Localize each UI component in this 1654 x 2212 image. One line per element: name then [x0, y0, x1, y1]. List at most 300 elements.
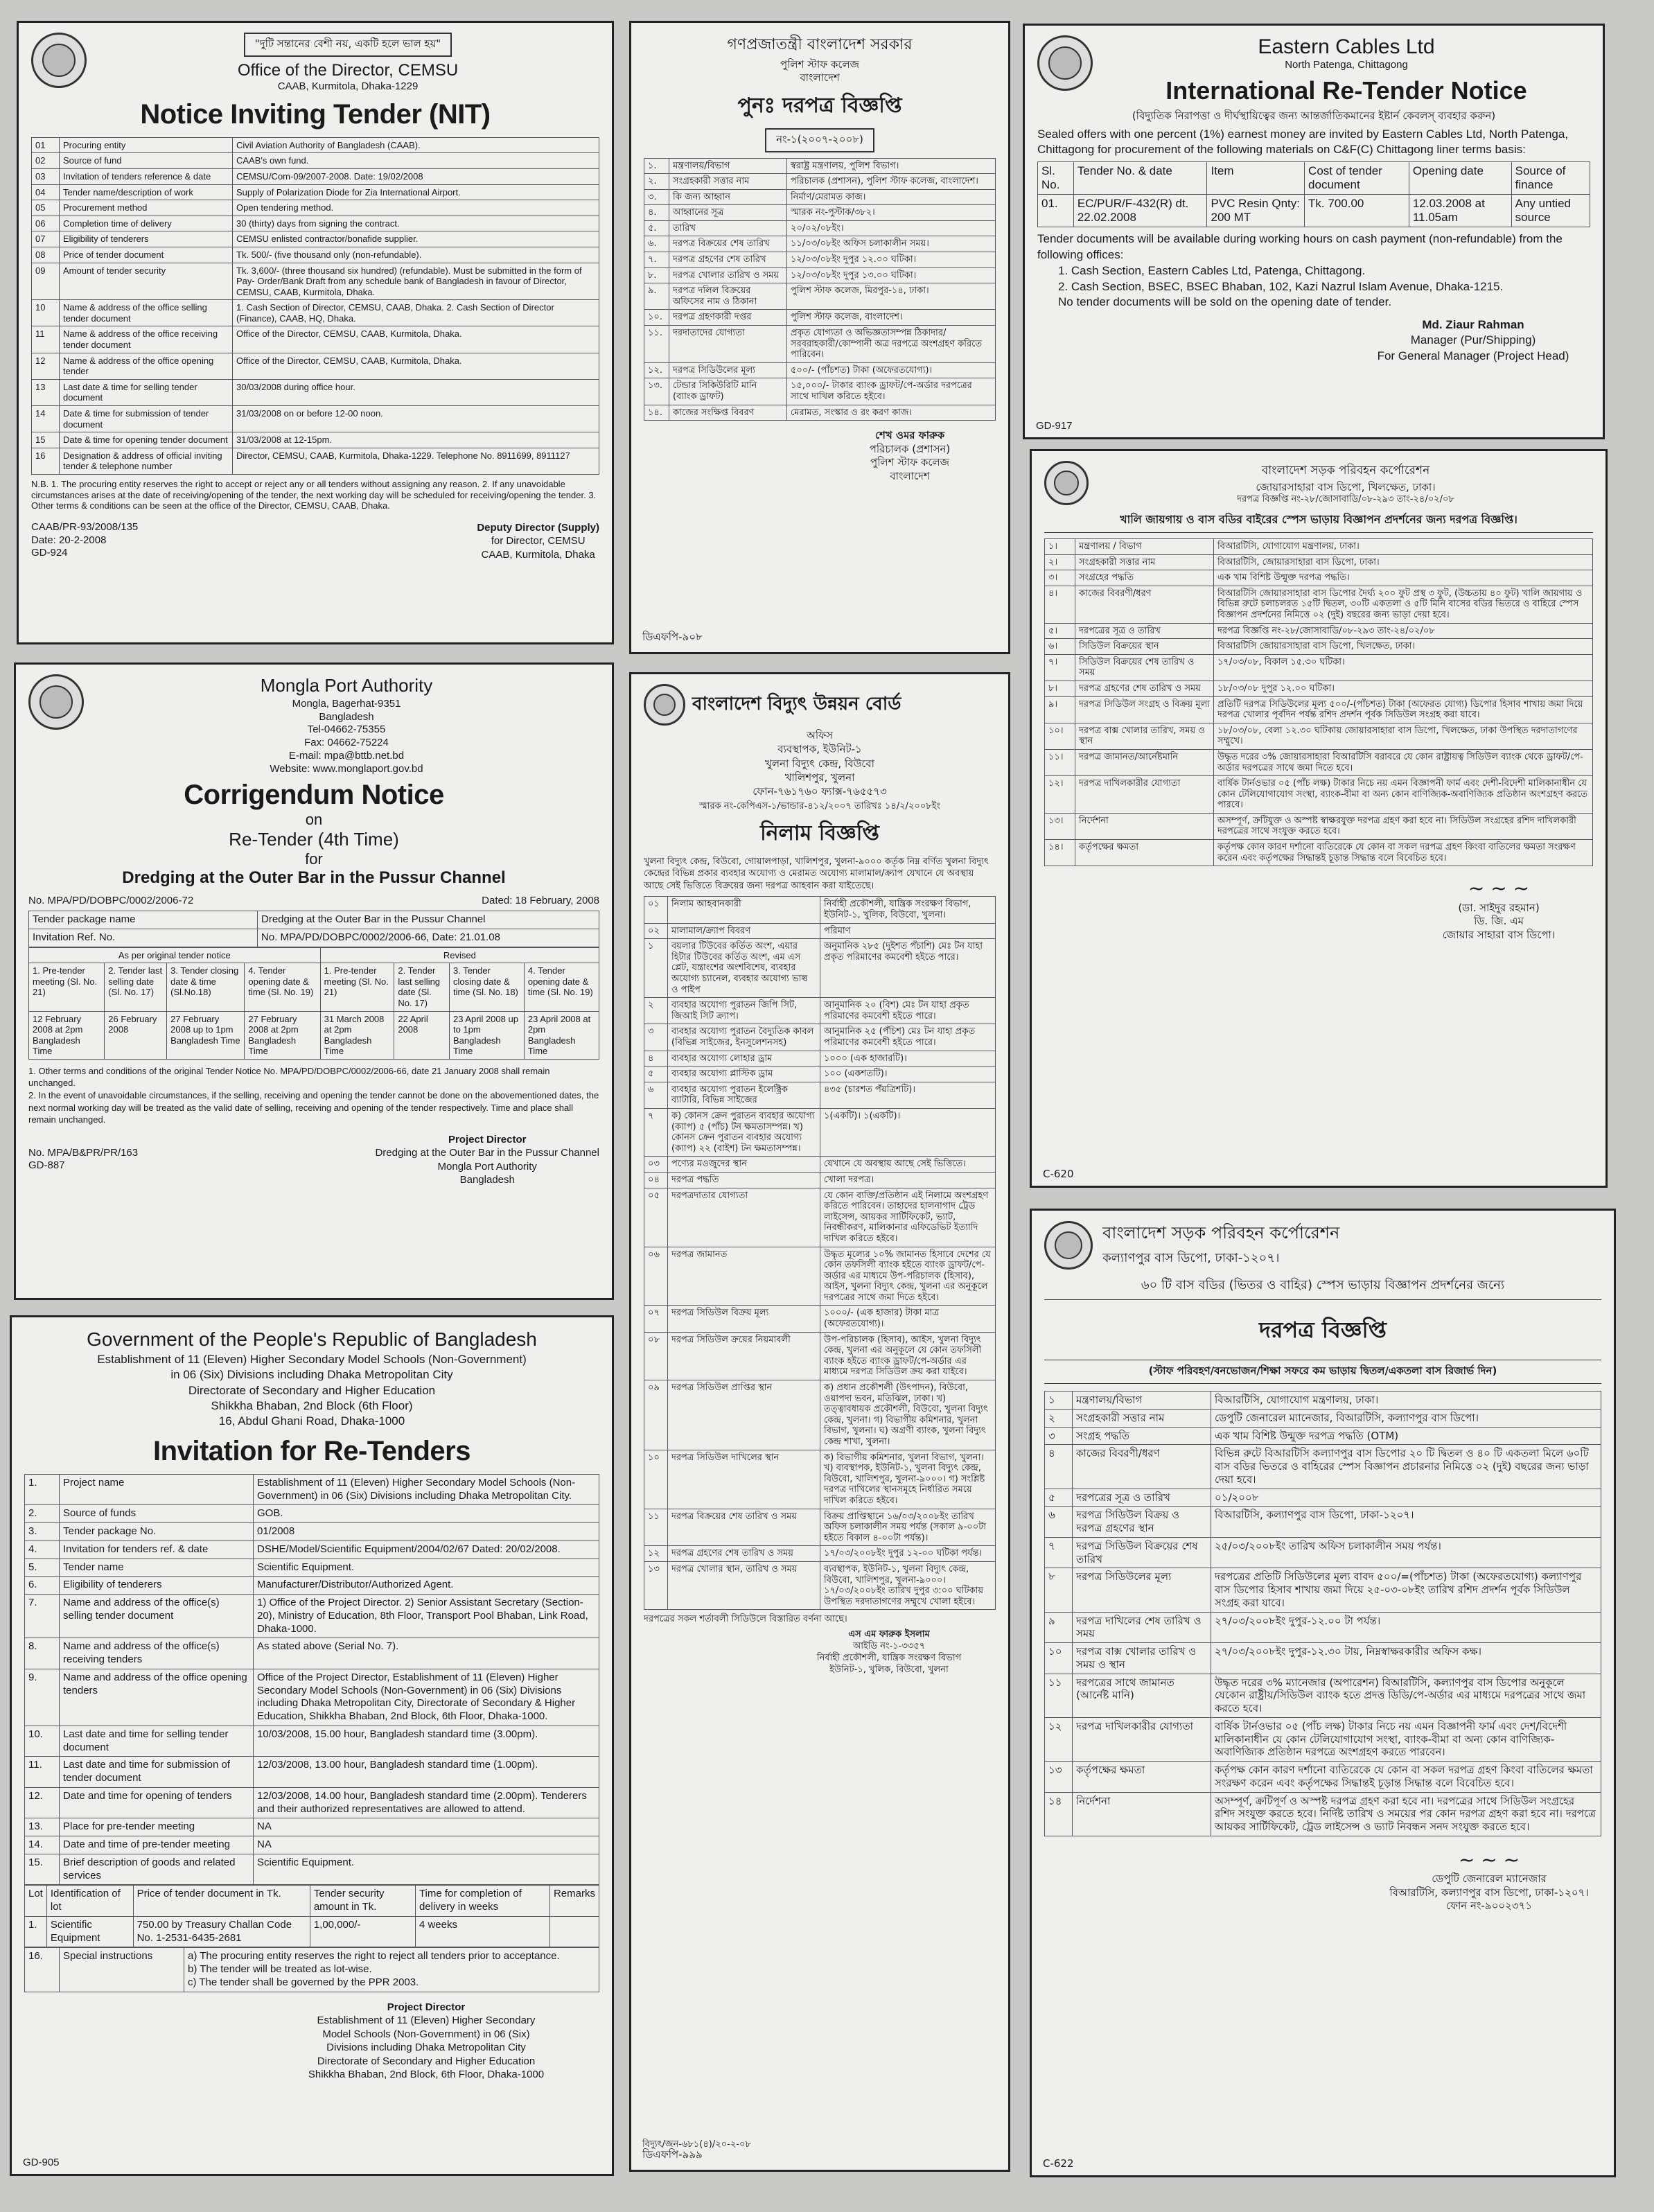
table-cell [549, 1916, 599, 1947]
table-cell: নির্দেশনা [1075, 813, 1214, 839]
signatory-title: Deputy Director (Supply) [477, 521, 599, 534]
bpdb-logo-icon [644, 684, 685, 726]
special-a: a) The procuring entity reserves the right to reject all tenders prior to acceptance. [188, 1950, 560, 1963]
table-cell: ০১ [644, 897, 668, 923]
table-cell: Price of tender document [60, 247, 233, 263]
table-cell: দরপত্র সিডিউল দাখিলের স্থান [668, 1450, 820, 1509]
table-cell: ১১/০৩/০৮ইং অফিস চলাকালীন সময়। [787, 236, 996, 252]
table-cell: 07 [32, 231, 60, 247]
special-c: c) The tender shall be governed by the PPR 2003. [188, 1976, 419, 1988]
table-cell: 03 [32, 168, 60, 184]
table-cell: বিআরটিসি জোয়ারসাহারা বাস ডিপোর দৈর্ঘ্য ২০০ ফুট প্রস্থ ৩ ফুট, (উচ্চতায় ৪০ ফুট) খালি জায়গায় ও বিভিন্ন রুটে চলাচলরত ১৫টি দ্বিতল, ৩০টি একতলা ও ৫টি মিনি বাসের বডির ভিতরে ও বাহিরে স্পেস বিজ্ঞাপন প্রদর্শনের নিমিত্তে ০২ (দুই) বছরের জন্য ভাড়া দেয়া হবে। [1214, 586, 1593, 623]
table-cell: দরপত্রের সাথে জামানত (আর্নেষ্ট মানি) [1073, 1674, 1211, 1717]
table-cell: ০৭ [644, 1306, 668, 1332]
signatory-title: Project Director [387, 2001, 466, 2013]
table-row [644, 1306, 996, 1332]
table-cell: নির্দেশনা [1073, 1792, 1211, 1836]
signatory-org: পুলিশ স্টাফ কলেজ [870, 456, 950, 469]
signature-mark: ~ ~ ~ [1458, 1847, 1520, 1871]
table-cell: এক খাম বিশিষ্ট উন্মুক্ত দরপত্র পদ্ধতি (OTM) [1211, 1427, 1601, 1445]
table-row [644, 1172, 996, 1188]
signatory-line2: Establishment of 11 (Eleven) Higher Secondary [317, 2015, 536, 2027]
table-cell: পরিচালক (প্রশাসন), পুলিশ স্টাফ কলেজ, বাংলাদেশ। [787, 174, 996, 190]
signatory-line3: CAAB, Kurmitola, Dhaka [481, 548, 595, 561]
table-cell: মন্ত্রণালয়/বিভাগ [1073, 1392, 1211, 1410]
table-row [25, 1836, 599, 1854]
table-cell: 3. [25, 1523, 60, 1541]
table-cell: CEMSU enlisted contractor/bonafide supplier. [233, 231, 599, 247]
ad-code: C-622 [1043, 2157, 1074, 2170]
table-cell: Open tendering method. [233, 200, 599, 216]
table-cell: 6. [25, 1577, 60, 1595]
table-cell: Date & time for opening tender document [60, 432, 233, 448]
column-header: Sl. No. [1038, 161, 1074, 194]
column-header: 1. Pre-tender meeting (Sl. No. 21) [29, 963, 105, 1011]
for-label: for [305, 850, 323, 868]
table-row [1045, 554, 1593, 570]
place: খালিশপুর, খুলনা [784, 771, 855, 784]
address-line1: Mongla, Bagerhat-9351 [292, 697, 401, 710]
reserve-banner: (স্টাফ পরিবহণ/বনভোজন/শিক্ষা সফরে কম ভাড়ায় দ্বিতল/একতলা বাস রিজার্ভ দিন) [1044, 1360, 1601, 1384]
table-cell: 31/03/2008 on or before 12-00 noon. [233, 406, 599, 432]
table-cell: Invitation of tenders reference & date [60, 168, 233, 184]
table-cell: Tk. 700.00 [1305, 194, 1409, 227]
table-cell: ১৫,০০০/- টাকার ব্যাংক ড্রাফট/পে-অর্ডার দরপত্রের সাথে দাখিল করিতে হইবে। [787, 378, 996, 405]
revised-label: Revised [320, 947, 599, 963]
signatory-depot: জোয়ার সাহারা বাস ডিপো। [1442, 928, 1556, 941]
table-cell: 2. [25, 1505, 60, 1523]
table-cell: ৪ [644, 1051, 668, 1066]
tender-table [1037, 161, 1590, 227]
table-row [644, 252, 996, 268]
table-cell: 13. [25, 1818, 60, 1836]
table-cell: ১১। [1045, 749, 1075, 775]
retender-label: Re-Tender (4th Time) [229, 829, 399, 850]
table-cell: এক খাম বিশিষ্ট উন্মুক্ত দরপত্র পদ্ধতি। [1214, 570, 1593, 586]
directorate: Directorate of Secondary and Higher Education [188, 1383, 436, 1397]
column-header: 3. Tender closing date & time (Sl.No.18) [167, 963, 245, 1011]
table-row [25, 1757, 599, 1788]
gov-name: গণপ্রজাতন্ত্রী বাংলাদেশ সরকার [727, 36, 913, 53]
fax: Fax: 04662-75224 [304, 737, 389, 749]
table-cell: 1,00,000/- [310, 1916, 415, 1947]
table-cell: Eligibility of tenderers [60, 231, 233, 247]
table-cell: 15 [32, 432, 60, 448]
table-cell: ৯. [644, 283, 669, 310]
table-row [1038, 161, 1590, 194]
signatory-unit: ইউনিট-১, খুলিক, বিউবো, খুলনা [829, 1664, 949, 1675]
notice-subtitle: খালি জায়গায় ও বাস বডির বাইরের স্পেস ভাড়ায় বিজ্ঞাপন প্রদর্শনের জন্য দরপত্র বিজ্ঞপ্তি। [1044, 511, 1593, 533]
table-row [644, 362, 996, 378]
table-cell: ১৩ [1045, 1762, 1073, 1793]
table-row [644, 236, 996, 252]
table-cell: পুলিশ স্টাফ কলেজ, মিরপুর-১৪, ঢাকা। [787, 283, 996, 310]
table-row [25, 1916, 599, 1947]
table-row [25, 1559, 599, 1577]
table-cell: ৫ [644, 1066, 668, 1082]
table-row [644, 310, 996, 326]
table-row [644, 1108, 996, 1156]
table-cell: ১২/০৩/০৮ইং দুপুর ১৩.০০ ঘটিকা। [787, 267, 996, 283]
table-cell: দরপত্র গ্রহণকারী দপ্তর [669, 310, 787, 326]
table-cell: ০৪ [644, 1172, 668, 1188]
intro-text: খুলনা বিদ্যুৎ কেন্দ্র, বিউবো, গোয়ালপাড়া, খালিশপুর, খুলনা-৯০০০ কর্তৃক নিম্ন বর্ণিত খুলনা বিদ্যুৎ কেন্দ্রের বিভিন্ন প্রকার ব্যবহার অযোগ্য ও মেরামত অযোগ্য মালামাল/ক্র্যাপ যেখানে যে অবস্থায় আছে সেই ভিত্তিতে বিক্রয়ের জন্য দরপত্র আহবান করা যাইতেছে। [644, 856, 989, 891]
table-row [644, 158, 996, 174]
mongla-logo-icon [28, 674, 84, 730]
table-cell: ৮ [1045, 1568, 1073, 1612]
table-row [25, 1595, 599, 1638]
column-header: Opening date [1409, 161, 1511, 194]
table-cell: Source of funds [60, 1505, 254, 1523]
table-cell: 5. [25, 1559, 60, 1577]
ad-eastern-cables [1023, 24, 1605, 439]
table-cell: ২০/০২/০৮ইং। [787, 220, 996, 236]
package-table [28, 911, 599, 947]
table-cell: বিআরটিসি, যোগাযোগ মন্ত্রণালয়, ঢাকা। [1214, 539, 1593, 555]
table-row [1045, 840, 1593, 866]
table-cell: ১০. [644, 310, 669, 326]
table-cell: ১. [644, 158, 669, 174]
table-cell: ৪৩৫ (চারশত পঁয়ত্রিশটি)। [820, 1082, 996, 1108]
table-row [644, 1450, 996, 1509]
table-cell: ৭। [1045, 654, 1075, 681]
table-cell: দরপত্র গ্রহণের শেষ তারিখ ও সময় [1075, 681, 1214, 696]
ad-code: GD-924 [31, 547, 68, 559]
table-cell: 1. Cash Section of Director, CEMSU, CAAB, Dhaka. 2. Cash Section of Director (Finance), CAAB, HQ, Dhaka. [233, 300, 599, 326]
table-cell: স্মারক নং-পুস্টাক/৩৮২। [787, 205, 996, 221]
signatory-title: Project Director [448, 1133, 527, 1146]
signatory-line4: Bangladesh [459, 1174, 515, 1186]
invitation-label: Invitation Ref. No. [29, 929, 258, 947]
table-row [1045, 1409, 1601, 1427]
table-cell: দরপত্রের সূত্র ও তারিখ [1075, 623, 1214, 639]
depot-name: জোয়ারসাহারা বাস ডিপো, খিলক্ষেত, ঢাকা। [1256, 480, 1436, 493]
table-cell: ১২। [1045, 776, 1075, 814]
table-cell: ০৫ [644, 1188, 668, 1247]
table-cell: দরপত্র বিক্রয়ের শেষ তারিখ [669, 236, 787, 252]
table-cell: Office of the Director, CEMSU, CAAB, Kurmitola, Dhaka. [233, 353, 599, 379]
table-row [25, 1818, 599, 1836]
table-cell: As stated above (Serial No. 7). [254, 1638, 599, 1669]
signatory-title: Manager (Pur/Shipping) [1410, 333, 1536, 347]
table-cell: Office of the Project Director, Establishment of 11 (Eleven) Higher Secondary Model Schools (Non-Government) in 06 (Six) Divisions including Dhaka Metropolitan City, Directorate of Secondary & Higher Education, Shikkha Bhaban, 2nd Block, 6th Floor, Dhaka-1000. [254, 1669, 599, 1726]
intro-text: Sealed offers with one percent (1%) earnest money are invited by Eastern Cables Ltd, North Patenga, Chittagong for procurement of the following materials on C&F(C) Chittagong liner terms basis: [1037, 127, 1569, 156]
table-cell: 02 [32, 153, 60, 169]
table-cell: Scientific Equipment. [254, 1559, 599, 1577]
table-cell: 30/03/2008 during office hour. [233, 379, 599, 405]
table-cell: ৫. [644, 220, 669, 236]
table-row [25, 1787, 599, 1818]
table-cell: 12.03.2008 at 11.05am [1409, 194, 1511, 227]
footer-note: দরপত্রের সকল শর্তাবলী সিডিউলে বিস্তারিত বর্ণনা আছে। [644, 1614, 847, 1625]
ad-gov-higher-secondary [10, 1315, 614, 2176]
table-cell: কাজের সংক্ষিপ্ত বিবরণ [669, 405, 787, 421]
ref-no: No. MPA/B&PR/PR/163 [28, 1146, 139, 1159]
table-cell: মেরামত, সংস্কার ও রং করণ কাজ। [787, 405, 996, 421]
table-cell: 1) Office of the Project Director. 2) Senior Assistant Secretary (Section-20), Ministry of Education, 8th Floor, Transport Pool Bhaban, Link Road, Dhaka-1000. [254, 1595, 599, 1638]
table-cell: Scientific Equipment. [254, 1854, 599, 1885]
table-cell: Tender package No. [60, 1523, 254, 1541]
column-header: 3. Tender closing date & time (Sl. No. 18) [449, 963, 524, 1011]
table-cell: পণ্যের মওজুদের স্থান [668, 1157, 820, 1173]
table-cell: 23 April 2008 at 2pm Bangladesh Time [524, 1011, 599, 1059]
table-cell: ১৩। [1045, 813, 1075, 839]
table-cell: 12 [32, 353, 60, 379]
auction-table [644, 896, 996, 1610]
column-header: 2. Tender last selling date (Sl. No. 17) [105, 963, 167, 1011]
table-cell: উদ্ধৃত দরের ৩% জোয়ারসাহারা বিআরটিসি বরাবরে যে কোন রাষ্ট্রায়ত্ব সিডিউল ব্যাংক থেকে ড্রাফট/পে-অর্ডার দরপত্রের সাথে জমা দিতে হবে। [1214, 749, 1593, 775]
table-cell: Name and address of the office(s) receiving tenders [60, 1638, 254, 1669]
table-cell: ১২/০৩/০৮ইং দুপুর ১২.০০ ঘটিকা। [787, 252, 996, 268]
table-cell: ৮. [644, 267, 669, 283]
column-header: Cost of tender document [1305, 161, 1409, 194]
table-cell: তারিখ [669, 220, 787, 236]
table-cell: দরপত্র দাখিলকারীর যোগ্যতা [1075, 776, 1214, 814]
column-header: Item [1207, 161, 1305, 194]
table-cell: 11. [25, 1757, 60, 1788]
ad-code: GD-887 [28, 1159, 65, 1172]
signatory-title: নির্বাহী প্রকৌশলী, যান্ত্রিক সংরক্ষণ বিভাগ [816, 1652, 962, 1663]
table-cell: Name and address of the office opening tenders [60, 1669, 254, 1726]
table-cell: ১৪. [644, 405, 669, 421]
table-row [25, 1669, 599, 1726]
table-cell: Last date & time for selling tender document [60, 379, 233, 405]
memo-date: Dated: 18 February, 2008 [482, 895, 599, 907]
table-row [644, 283, 996, 310]
table-cell: দরপত্র বিক্রয়ের শেষ তারিখ ও সময় [668, 1509, 820, 1546]
note-2: 2. In the event of unavoidable circumstances, if the selling, receiving and opening the tender cannot be done on the abovementioned dates, the next normal working day will be treated as the valid date of selling, receiving and opening of the tender respectively. Time and place shall remain unchanged. [28, 1089, 599, 1125]
table-row [1045, 570, 1593, 586]
table-cell: ১২ [644, 1546, 668, 1562]
ref-no: দরপত্র বিজ্ঞপ্তি নং-২৮/জোসাবাডি/০৮-২৯৩ তাং-২৪/০২/০৮ [1237, 493, 1454, 504]
table-row [1045, 776, 1593, 814]
column-header: Source of finance [1511, 161, 1590, 194]
table-cell: দরদাতাদের যোগ্যতা [669, 326, 787, 363]
table-row [1045, 639, 1593, 655]
table-cell: Name and address of the office(s) selling tender document [60, 1595, 254, 1638]
table-row [1045, 1792, 1601, 1836]
notice-title: International Re-Tender Notice [1165, 76, 1527, 105]
table-cell: Designation & address of official inviting tender & telephone number [60, 448, 233, 474]
signatory-name: Md. Ziaur Rahman [1422, 318, 1524, 332]
table-cell: ১০০০/- (এক হাজার) টাকা মাত্র (অফেরতযোগ্য)। [820, 1306, 996, 1332]
table-cell: মালামাল/ক্র্যাপ বিবরণ [668, 923, 820, 939]
table-row [644, 998, 996, 1024]
table-cell: Establishment of 11 (Eleven) Higher Secondary Model Schools (Non-Government) in 06 (Six) Divisions including Dhaka Metropolitan City. [254, 1474, 599, 1505]
table-cell: সংগ্রহ পদ্ধতি [1073, 1427, 1211, 1445]
table-cell: ৩। [1045, 570, 1075, 586]
special-label: Special instructions [60, 1948, 184, 1992]
table-cell: 27 February 2008 at 2pm Bangladesh Time [245, 1011, 320, 1059]
table-cell: ক) বিভাগীয় কমিশনার, খুলনা বিভাগ, খুলনা। খ) ব্যবস্থাপক, ইউনিট-১, খুলনা বিদ্যুৎ কেন্দ্র, বিউবো, খালিশপুর, খুলনা-৯০০০। গ) সংশ্লিষ্ট দরপত্র দাখিলের স্থানসমূহে নির্ধারিত সময়ে দাখিল করিতে হইবে। [820, 1450, 996, 1509]
project-line1: Establishment of 11 (Eleven) Higher Secondary Model Schools (Non-Government) [97, 1353, 527, 1367]
notice-title: Invitation for Re-Tenders [153, 1435, 470, 1466]
table-cell: ১(একটি)। ১(একটি)। [820, 1108, 996, 1156]
table-cell: দরপত্র পদ্ধতি [668, 1172, 820, 1188]
table-row [32, 353, 599, 379]
website: Website: www.monglaport.gov.bd [270, 762, 423, 775]
table-cell: ১০। [1045, 723, 1075, 749]
table-row [644, 923, 996, 939]
table-row [1045, 1762, 1601, 1793]
table-cell: দরপত্র দলিল বিক্রয়ের অফিসের নাম ও ঠিকানা [669, 283, 787, 310]
column-header: 1. Pre-tender meeting (Sl. No. 21) [320, 963, 394, 1011]
table-row [29, 963, 599, 1011]
table-row [1045, 1537, 1601, 1568]
table-cell: ১১ [644, 1509, 668, 1546]
table-cell: ৫০০/- (পাঁচশত) টাকা (অফেরতযোগ্য)। [787, 362, 996, 378]
table-cell: অনুমানিক ২৮৫ (দুইশত পঁচাশি) মেঃ টন যাহা প্রকৃত পরিমাণের কমবেশী হইতে পারে। [820, 939, 996, 998]
table-cell: প্রকৃত যোগ্যতা ও অভিজ্ঞতাসম্পন্ন ঠিকাদার/সরবরাহকারী/কোম্পানী অত্র দরপত্রে অংশগ্রহণ করিতে পারিবেন। [787, 326, 996, 363]
table-cell: দরপত্র বাক্স খোলার তারিখ ও সময় ও স্থান [1073, 1643, 1211, 1674]
board-name: বাংলাদেশ বিদ্যুৎ উন্নয়ন বোর্ড [692, 694, 901, 714]
signatory-name: শেখ ওমর ফারুক [874, 429, 945, 442]
table-row [644, 1332, 996, 1380]
ref-date: Date: 20-2-2008 [31, 534, 107, 546]
signatory-phone: ফোন নং-৯০০২৩৭১ [1445, 1899, 1533, 1913]
table-row [644, 1157, 996, 1173]
table-cell: ০৬ [644, 1247, 668, 1306]
table-cell: ১৮/০৩/০৮, বেলা ১২.৩০ ঘটিকায় জোয়ারসাহারা বাস ডিপো, খিলক্ষেত, ঢাকা উপস্থিত দরদাতাগণের সম্মুখে। [1214, 723, 1593, 749]
table-cell: আনুমানিক ২৫ (পঁচিশ) মেঃ টন যাহা প্রকৃত পরিমাণের কমবেশী হইতে পারে। [820, 1024, 996, 1051]
table-cell: 22 April 2008 [394, 1011, 450, 1059]
police-table [644, 158, 996, 421]
table-cell: 10/03/2008, 15.00 hour, Bangladesh standard time (3.00pm). [254, 1726, 599, 1757]
table-cell: Brief description of goods and related services [60, 1854, 254, 1885]
table-cell: ১০ [1045, 1643, 1073, 1674]
table-row [1045, 586, 1593, 623]
ad-brtc-joarsahara [1030, 449, 1608, 1188]
table-row [644, 174, 996, 190]
table-row [32, 216, 599, 231]
column-header: Identification of lot [46, 1886, 133, 1917]
table-cell: উদ্ধৃত মূল্যের ১০% জামানত হিসাবে দেশের যে কোন তফসিলী ব্যাংক হইতে ব্যাংক ড্রাফট/পে-অর্ডার এর মাধ্যমে উপ-পরিচালক (হিসাব), আইস, খুলনা বিদ্যুৎ কেন্দ্র, খুলনা এর অনুকূলে দরপত্রের সাথে জমা দিতে হইবে। [820, 1247, 996, 1306]
table-cell: খোলা দরপত্র। [820, 1172, 996, 1188]
table-cell: 01. [1038, 194, 1074, 227]
table-row [644, 378, 996, 405]
table-cell: Manufacturer/Distributor/Authorized Agent. [254, 1577, 599, 1595]
table-row [1045, 723, 1593, 749]
table-cell: ১। [1045, 539, 1075, 555]
table-cell: ৫। [1045, 623, 1075, 639]
signatory-line3: Model Schools (Non-Government) in 06 (Six) [322, 2028, 530, 2040]
table-cell: দরপত্র গ্রহণের শেষ তারিখ [669, 252, 787, 268]
signatory-title: ডেপুটি জেনারেল ম্যানেজার [1432, 1872, 1547, 1886]
table-cell: পুলিশ স্টাফ কলেজ, বাংলাদেশ। [787, 310, 996, 326]
table-cell: ১০০ (একশতটি)। [820, 1066, 996, 1082]
telephone: Tel-04662-75355 [307, 723, 386, 736]
table-cell: DSHE/Model/Scientific Equipment/2004/02/67 Dated: 20/02/2008. [254, 1540, 599, 1559]
table-cell: ১৭/০৩/০৮, বিকাল ১৫.৩০ ঘটিকা। [1214, 654, 1593, 681]
table-cell: ১০ [644, 1450, 668, 1509]
college-name: পুলিশ স্টাফ কলেজ [780, 58, 860, 71]
table-cell: 05 [32, 200, 60, 216]
column-header: 4. Tender opening date & time (Sl. No. 19) [524, 963, 599, 1011]
slogan: "দুটি সন্তানের বেশী নয়, একটি হলে ভাল হয়" [244, 33, 452, 57]
package-label: Tender package name [29, 911, 258, 929]
table-cell: দরপত্র সিডিউল ক্রয়ের নিয়মাবলী [668, 1332, 820, 1380]
table-cell: মন্ত্রণালয়/বিভাগ [669, 158, 787, 174]
table-cell: NA [254, 1836, 599, 1854]
table-row [32, 247, 599, 263]
table-cell: ০৯ [644, 1380, 668, 1450]
table-cell: বিক্রয় প্রাপ্তিস্থানে ১৬/০৩/২০০৮ইং তারিখ অফিস চলাকালীন সময় পর্যন্ত (সকাল ৯-০০টা হইতে বিকাল ৪-০০টা পর্যন্ত)। [820, 1509, 996, 1546]
table-cell: 14. [25, 1836, 60, 1854]
table-cell: ১০০০ (এক হাজারটি)। [820, 1051, 996, 1066]
table-cell: যে কোন ব্যক্তি/প্রতিষ্ঠান এই নিলামে অংশগ্রহণ করিতে পারিবেন। তাহাদের হালনাগাদ ট্রেড লাইসেন্স, আয়কর সার্টিফিকেট, ভ্যাট, নিবন্ধীকরণ, মালিকানার এফিডেভিট ইত্যাদি দাখিল করিতে হইবে। [820, 1188, 996, 1247]
table-cell: ০২ [644, 923, 668, 939]
table-cell: 15. [25, 1854, 60, 1885]
table-row [32, 184, 599, 200]
table-cell: Director, CEMSU, CAAB, Kurmitola, Dhaka-1229. Telephone No. 8911699, 8911127 [233, 448, 599, 474]
table-cell: নির্মাণ/মেরামত কাজ। [787, 189, 996, 205]
table-row [25, 1638, 599, 1669]
table-cell: ব্যবহার অযোগ্য লোহার ড্রাম [668, 1051, 820, 1066]
table-cell: ৫ [1045, 1489, 1073, 1507]
table-cell: কাজের বিবরণী/ধরণ [1075, 586, 1214, 623]
signatory-line2: Dredging at the Outer Bar in the Pussur Channel [375, 1147, 599, 1159]
table-cell: 13 [32, 379, 60, 405]
table-row [644, 326, 996, 363]
table-cell: দরপত্র গ্রহণের শেষ তারিখ ও সময় [668, 1546, 820, 1562]
table-row [1045, 1717, 1601, 1761]
table-cell: Office of the Director, CEMSU, CAAB, Kurmitola, Dhaka. [233, 326, 599, 353]
table-cell: স্বরাষ্ট্র মন্ত্রণালয়, পুলিশ বিভাগ। [787, 158, 996, 174]
table-cell: 08 [32, 247, 60, 263]
table-cell: 01/2008 [254, 1523, 599, 1541]
table-row [32, 137, 599, 153]
package-value: Dredging at the Outer Bar in the Pussur Channel [258, 911, 599, 929]
subject: Dredging at the Outer Bar in the Pussur Channel [122, 868, 506, 888]
table-cell: 1. [25, 1474, 60, 1505]
office-address: CAAB, Kurmitola, Dhaka-1229 [277, 80, 419, 92]
table-cell: ৩ [644, 1024, 668, 1051]
brtc-logo-icon [1044, 461, 1089, 505]
phone: ফোন-৭৬১৭৬০ ফ্যাক্স-৭৬৫৫৭৩ [753, 785, 887, 798]
table-cell: 8. [25, 1638, 60, 1669]
table-cell: 10. [25, 1726, 60, 1757]
signatory-country: বাংলাদেশ [890, 469, 930, 482]
table-cell: পরিমাণ [820, 923, 996, 939]
table-cell: সংগ্রহকারী সত্তার নাম [1075, 554, 1214, 570]
table-cell: সংগ্রহের পদ্ধতি [1075, 570, 1214, 586]
table-cell: Name & address of the office receiving tender document [60, 326, 233, 353]
table-cell: ডেপুটি জেনারেল ম্যানেজার, বিআরটিসি, কল্যাণপুর বাস ডিপো। [1211, 1409, 1601, 1427]
gov-title: Government of the People's Republic of Bangladesh [87, 1328, 537, 1350]
table-cell: ১ [1045, 1392, 1073, 1410]
address-line2: Bangladesh [319, 710, 374, 723]
table-row [25, 1726, 599, 1757]
table-cell: ০১/২০০৮ [1211, 1489, 1601, 1507]
brtc-logo-icon [1044, 1221, 1093, 1270]
table-cell: দরপত্র জামানত/আর্নেষ্টমানি [1075, 749, 1214, 775]
table-cell: বিভিন্ন রুটে বিআরটিসি কল্যাণপুর বাস ডিপোর ২০ টি দ্বিতল ও ৪০ টি একতলা মিলে ৬০টি বাস বডির ভিতরে ও বাহিরের স্পেস বিজ্ঞাপন প্রচারনার নিমিত্তে ০২ (দুই) বছরের জন্য ভাড়া দেয়া হবে। [1211, 1445, 1601, 1489]
table-cell: ব্যবহার অযোগ্য পুরাতন বৈদ্যুতিক কাবল (বিভিন্ন সাইজের, ইনসুলেশনসহ) [668, 1024, 820, 1051]
table-row [644, 1546, 996, 1562]
column-header: Time for completion of delivery in weeks [415, 1886, 549, 1917]
original-label: As per original tender notice [29, 947, 321, 963]
table-row [1038, 194, 1590, 227]
table-cell: দরপত্র বিজ্ঞপ্তি নং-২৮/জোসাবাডি/০৮-২৯৩ তাং-২৪/০২/০৮ [1214, 623, 1593, 639]
table-cell: ১ [644, 939, 668, 998]
ad-code: C-620 [1043, 1168, 1074, 1180]
table-cell: ৯ [1045, 1612, 1073, 1643]
table-row [644, 1188, 996, 1247]
table-row [1045, 1392, 1601, 1410]
table-row [32, 448, 599, 474]
table-cell: ১১. [644, 326, 669, 363]
signatory-name: (ডা. সাইদুর রহমান) [1458, 901, 1540, 914]
